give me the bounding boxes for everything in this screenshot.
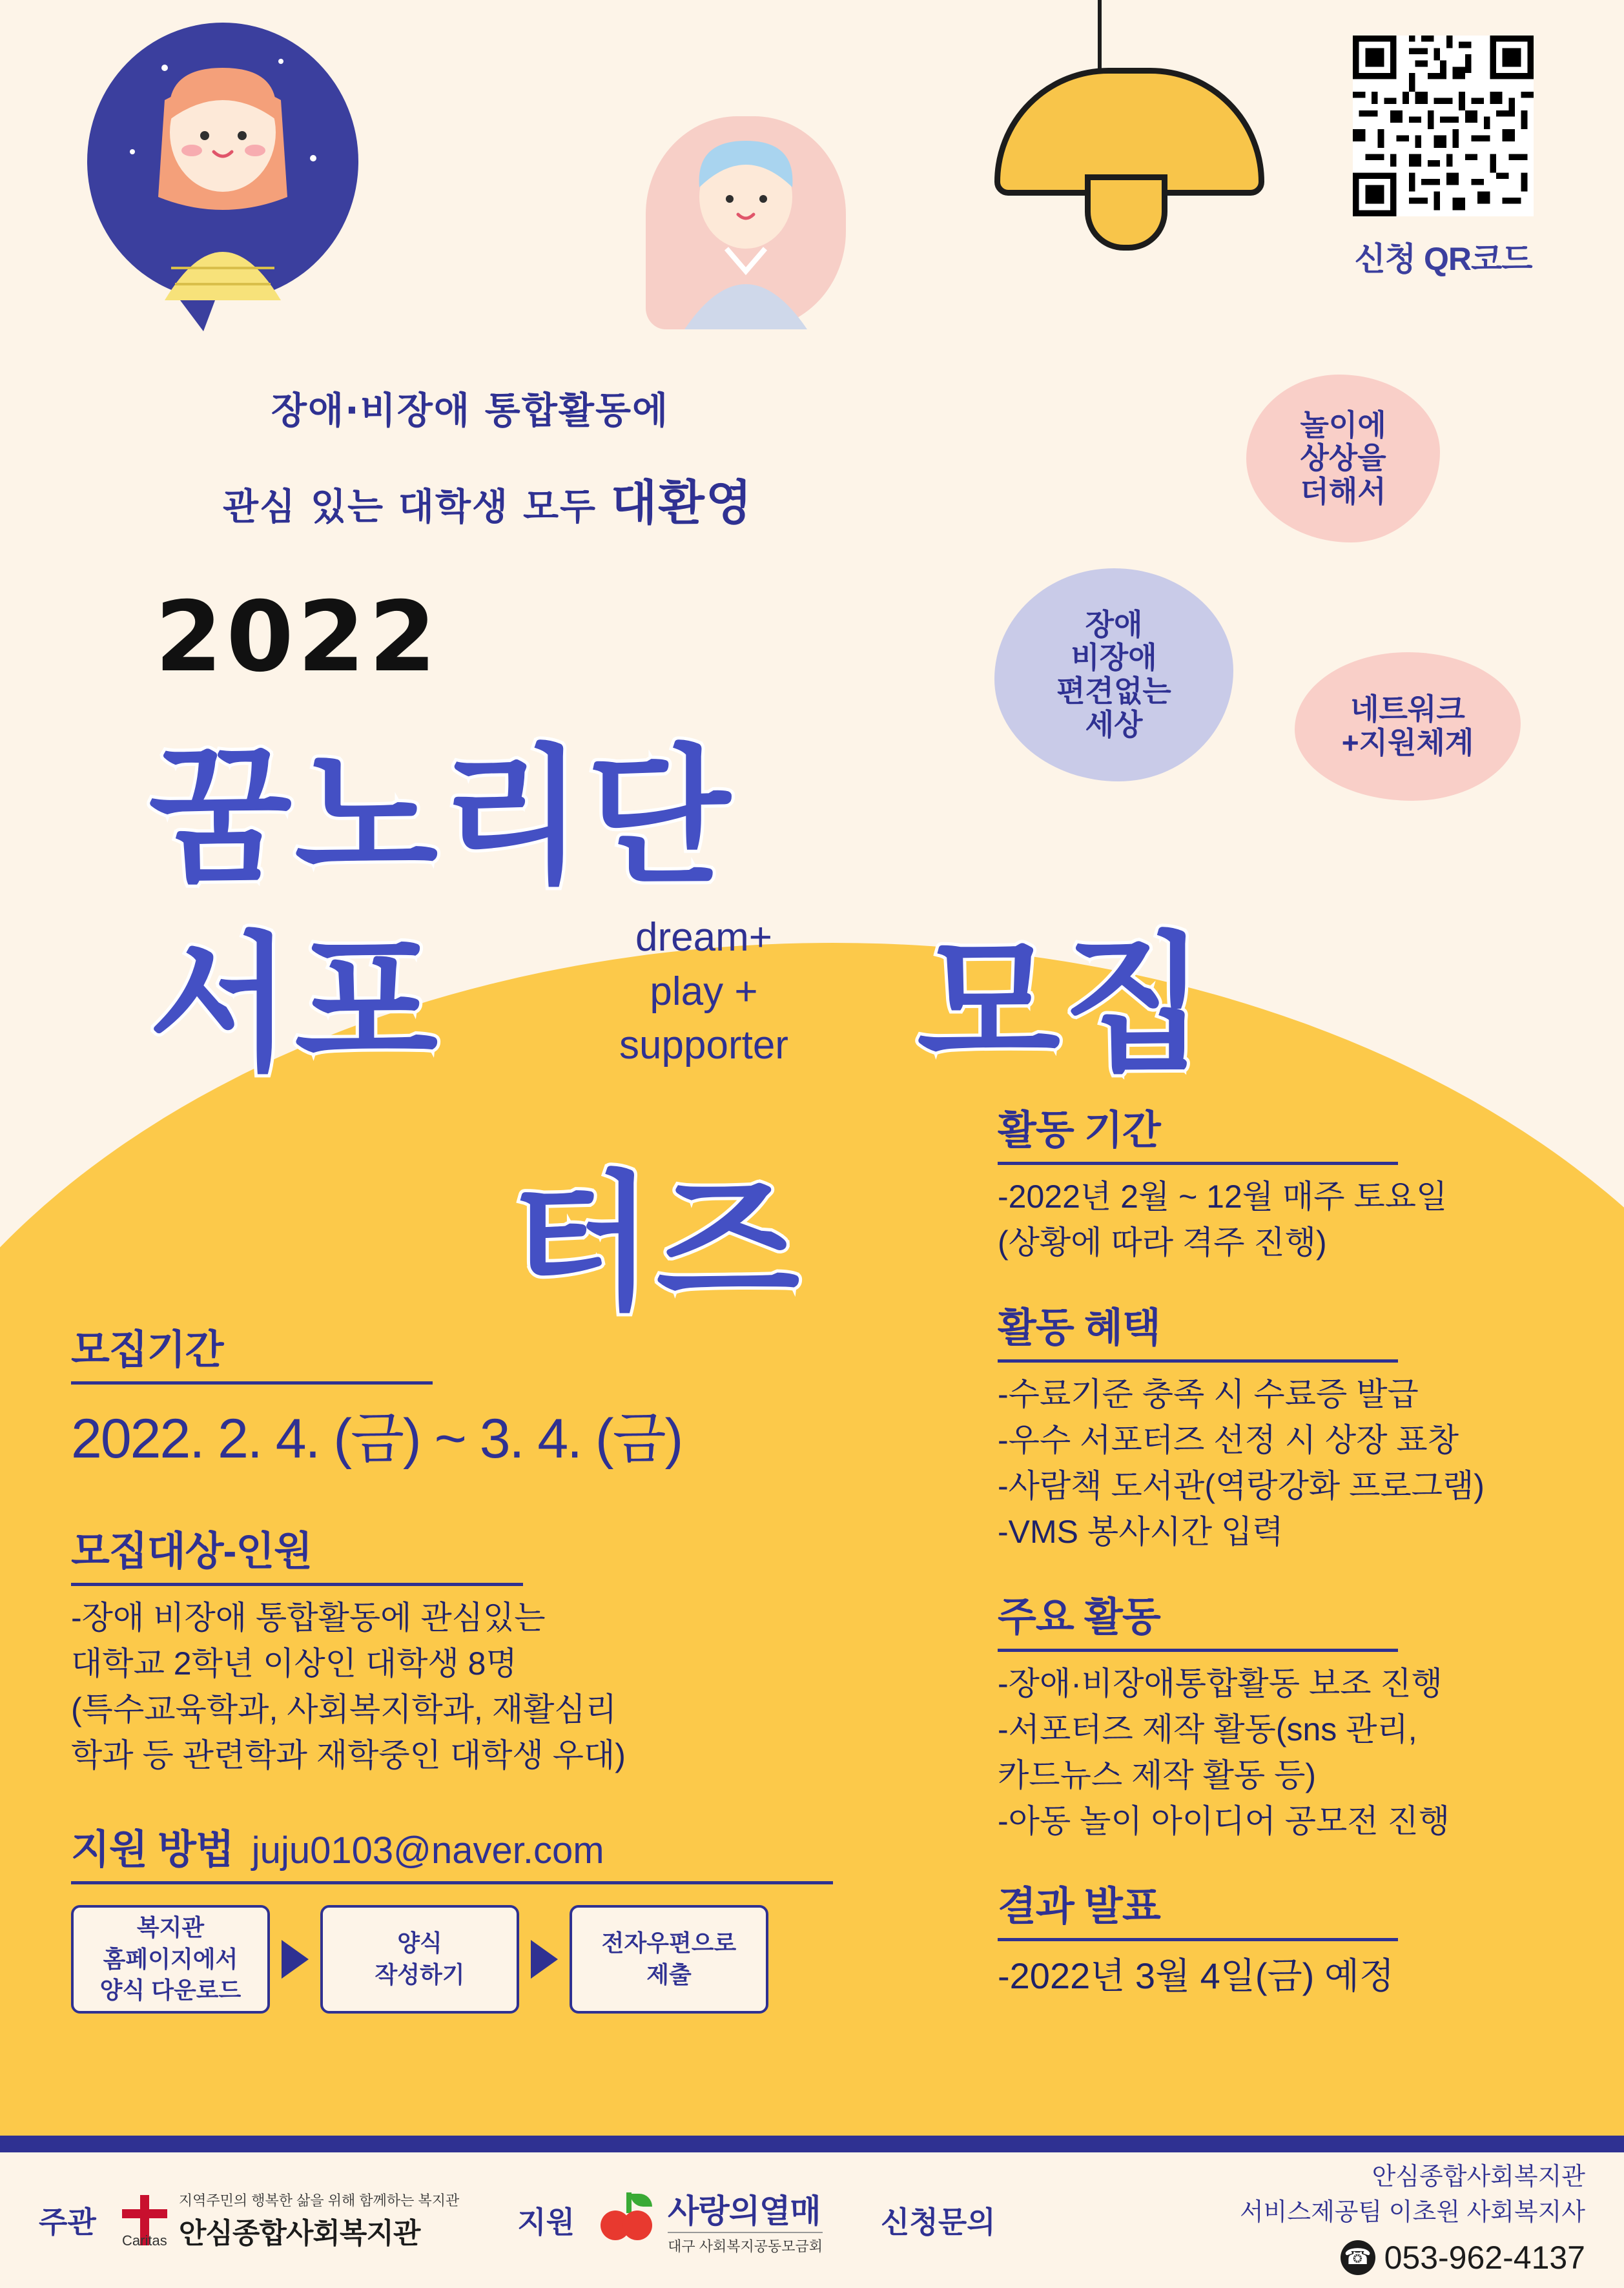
- cloud-2-line-2: 비장애: [1071, 641, 1157, 675]
- step-1-line-3: 양식 다운로드: [99, 1977, 242, 2004]
- apply-heading-row: [71, 1817, 833, 1884]
- left-info-column: [71, 1317, 988, 2014]
- target-line-1: -장애 비장애 통합활동에 관심있는: [71, 1600, 546, 1636]
- activity-line-2: -서포터즈 제작 활동(sns 관리,: [998, 1711, 1417, 1747]
- lamp-illustration: [982, 0, 1266, 271]
- title-english-line-2: play +: [650, 969, 758, 1014]
- inquiry-line-2: 서비스제공팀 이초원 사회복지사: [1239, 2198, 1585, 2226]
- result-heading-row: [998, 1874, 1398, 1941]
- title-word-mojip: 모집: [917, 919, 1209, 1091]
- recruit-period-heading-row: [71, 1317, 433, 1385]
- activity-line-1: -장애·비장애통합활동 보조 진행: [998, 1665, 1443, 1702]
- title-word-kkumnoridan: 꿈노리단: [149, 732, 733, 904]
- benefit-line-2: -우수 서포터즈 선정 시 상장 표창: [998, 1422, 1459, 1458]
- title-english: [568, 911, 839, 1073]
- target-heading-row: [71, 1519, 523, 1586]
- result-heading: 결과 발표: [998, 1884, 1160, 1929]
- support-org: [601, 2185, 823, 2256]
- cloud-1-line-1: 놀이에: [1300, 407, 1386, 442]
- inquiry-line-1: 안심종합사회복지관: [1372, 2163, 1585, 2190]
- period-body: [998, 1174, 1579, 1266]
- target-line-2: 대학교 2학년 이상인 대학생 8명: [71, 1645, 517, 1682]
- tagline-line-1: 장애·비장애 통합활동에: [271, 389, 670, 432]
- cloud-1-line-3: 더해서: [1300, 474, 1386, 508]
- step-2-line-1: 양식: [397, 1930, 442, 1957]
- caritas-label: Caritas: [122, 2232, 167, 2249]
- qr-code-icon[interactable]: [1353, 36, 1534, 216]
- title-year: 2022: [155, 581, 440, 694]
- benefit-body: [998, 1372, 1579, 1555]
- step-1-line-2: 홈페이지에서: [103, 1945, 238, 1972]
- recruit-period-heading: 모집기간: [71, 1328, 223, 1372]
- target-line-3: (특수교육학과, 사회복지학과, 재활심리: [71, 1691, 617, 1727]
- inquiry-block: [1240, 2159, 1585, 2282]
- cloud-2-line-3: 편견없는: [1056, 674, 1171, 708]
- cloud-1-line-2: 상상을: [1300, 441, 1386, 475]
- cloud-badge-world: [994, 568, 1233, 781]
- host-label: 주관: [39, 2205, 96, 2239]
- benefit-line-1: -수료기준 충족 시 수료증 발급: [998, 1376, 1419, 1412]
- host-sub: 지역주민의 행복한 삶을 위해 함께하는 복지관: [178, 2192, 460, 2209]
- apply-email[interactable]: juju0103@naver.com: [251, 1829, 604, 1871]
- target-line-4: 학과 등 관련학과 재학중인 대학생 우대): [71, 1737, 626, 1773]
- activity-heading-row: [998, 1585, 1398, 1652]
- cloud-3-line-2: +지원체계: [1341, 726, 1474, 759]
- step-2-line-2: 작성하기: [375, 1961, 465, 1988]
- apply-step-1: [71, 1905, 270, 2014]
- title-word-teojeu: 터즈: [510, 1158, 803, 1330]
- cloud-3-line-1: 네트워크: [1350, 692, 1465, 727]
- period-heading: 활동 기간: [998, 1108, 1160, 1153]
- benefit-heading-row: [998, 1295, 1398, 1363]
- arrow-right-icon-1: [282, 1940, 309, 1979]
- support-label: 지원: [517, 2205, 575, 2239]
- result-value: -2022년 3월 4일(금) 예정: [998, 1955, 1395, 1996]
- activity-body: [998, 1661, 1579, 1844]
- arrow-right-icon-2: [531, 1940, 558, 1979]
- cloud-badge-play: [1246, 375, 1440, 542]
- recruit-period-value: 2022. 2. 4. (금) ~ 3. 4. (금): [71, 1408, 683, 1470]
- activity-heading: 주요 활동: [998, 1595, 1160, 1640]
- tagline-line-2: [223, 465, 753, 533]
- activity-line-4: -아동 놀이 아이디어 공모전 진행: [998, 1803, 1450, 1839]
- qr-label: 신청 QR코드: [1354, 241, 1532, 277]
- benefit-line-4: -VMS 봉사시간 입력: [998, 1514, 1284, 1550]
- title-english-line-1: dream+: [635, 915, 772, 960]
- period-line-1: -2022년 2월 ~ 12월 매주 토요일: [998, 1179, 1448, 1215]
- target-body: [71, 1595, 988, 1778]
- fruit-of-love-logo-icon: [601, 2192, 656, 2248]
- girl-illustration: [87, 23, 358, 300]
- right-info-column: [998, 1098, 1579, 2002]
- support-sub: 대구 사회복지공동모금회: [668, 2232, 823, 2256]
- target-heading: 모집대상-인원: [71, 1529, 312, 1574]
- support-name: 사랑의열매: [668, 2192, 821, 2229]
- apply-heading: 지원 방법: [71, 1828, 234, 1872]
- title-english-line-3: supporter: [619, 1023, 788, 1068]
- activity-line-3: 카드뉴스 제작 활동 등): [998, 1757, 1317, 1793]
- step-3-line-2: 제출: [646, 1961, 692, 1988]
- title-word-seopo: 서포: [149, 919, 441, 1091]
- phone-icon: ☎: [1341, 2240, 1375, 2275]
- cloud-2-line-1: 장애: [1085, 607, 1143, 641]
- host-name: 안심종합사회복지관: [178, 2217, 420, 2249]
- benefit-line-3: -사람책 도서관(역랑강화 프로그램): [998, 1468, 1485, 1504]
- apply-step-3: [570, 1905, 768, 2014]
- footer: [0, 2152, 1624, 2288]
- boy-illustration: [646, 116, 846, 329]
- tagline-welcome: 대환영: [610, 475, 754, 531]
- cloud-badge-network: [1295, 652, 1521, 801]
- phone-row[interactable]: [1240, 2234, 1585, 2282]
- caritas-logo-icon: [122, 2195, 167, 2249]
- step-3-line-1: 전자우편으로: [601, 1930, 737, 1957]
- period-line-2: (상황에 따라 격주 진행): [998, 1224, 1327, 1261]
- qr-section: [1346, 36, 1540, 280]
- tagline-line-2-text: 관심 있는 대학생 모두: [223, 486, 611, 528]
- host-org: [122, 2190, 459, 2251]
- cloud-2-line-4: 세상: [1085, 707, 1143, 741]
- phone-number: 053-962-4137: [1384, 2239, 1585, 2276]
- benefit-heading: 활동 혜택: [998, 1306, 1160, 1350]
- apply-step-2: [320, 1905, 519, 2014]
- step-1-line-1: 복지관: [136, 1914, 205, 1941]
- apply-steps: [71, 1905, 988, 2014]
- period-heading-row: [998, 1098, 1398, 1165]
- inquiry-label: 신청문의: [881, 2205, 996, 2239]
